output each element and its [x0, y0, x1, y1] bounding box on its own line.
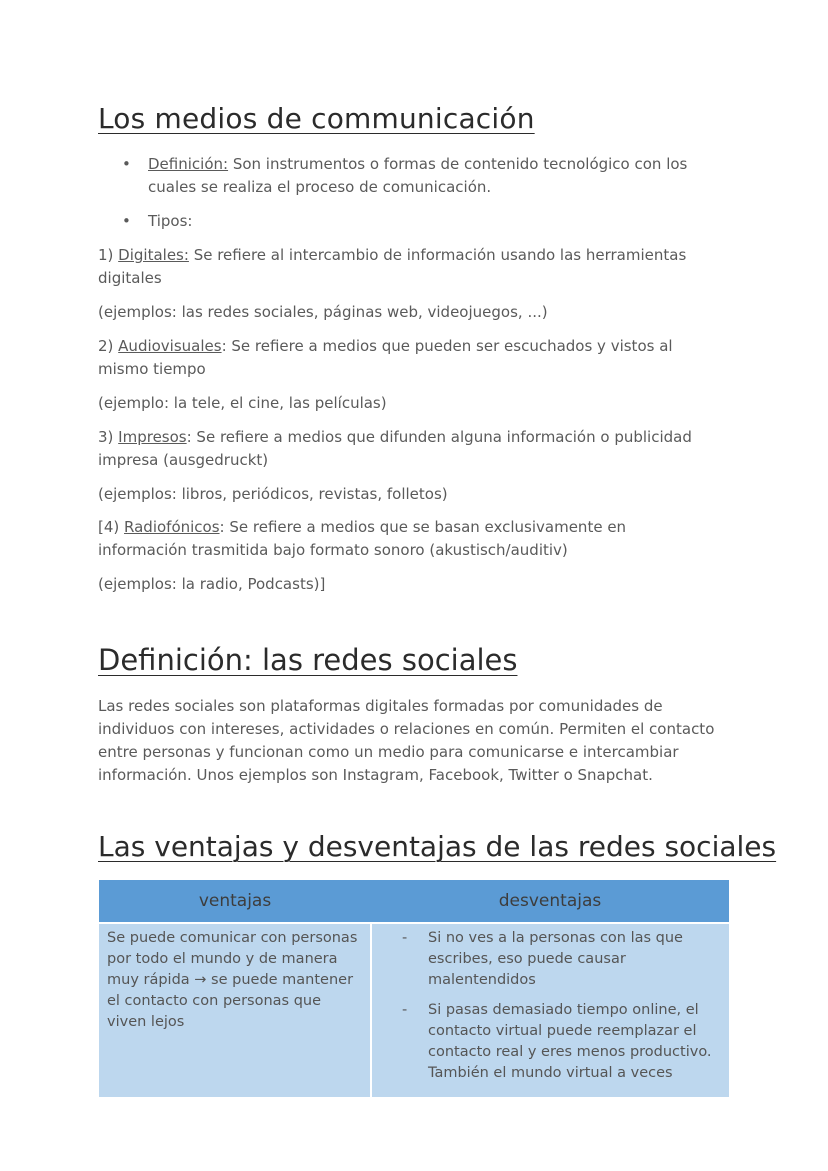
dash-icon: - — [402, 930, 408, 946]
definition-text: Son instrumentos o formas de contenido tecnológico con los cuales se realiza el proceso de comunicación. — [148, 155, 688, 196]
type-digitales — [98, 244, 718, 290]
list-item — [402, 928, 721, 991]
type-number: 2) — [98, 337, 119, 355]
type-text: : Se refiere a medios que se basan exclusivamente en información trasmitida bajo formato sonoro (akustisch/auditiv) — [98, 518, 627, 559]
definition-bullet — [122, 153, 708, 199]
type-text: Se refiere al intercambio de información usando las herramientas digitales — [98, 246, 687, 287]
tipos-label: Tipos: — [148, 212, 193, 230]
desventaja-text: Si pasas demasiado tiempo online, el contacto virtual puede reemplazar el contacto real y eres menos productivo. También el mundo virtual a veces — [428, 1002, 712, 1081]
type-text: : Se refiere a medios que difunden alguna información o publicidad impresa (ausgedruckt) — [98, 428, 692, 469]
type-number: 1) — [98, 246, 119, 264]
type-impresos — [98, 426, 718, 472]
header-ventajas: ventajas — [99, 880, 371, 923]
desventaja-text: Si no ves a la personas con las que escribes, eso puede causar malentendidos — [428, 930, 683, 988]
type-name: Radiofónicos — [124, 518, 220, 536]
section-title-medios: Los medios de communicación — [98, 102, 535, 135]
type-name: Impresos — [118, 428, 187, 446]
definition-label: Definición: — [148, 155, 229, 173]
ventajas-cell: Se puede comunicar con personas por todo el mundo y de manera muy rápida → se puede mantener el contacto con personas que viven lejos — [99, 923, 371, 1097]
type-radiofonicos — [98, 516, 718, 562]
bullet-icon: • — [122, 155, 131, 173]
tipos-bullet — [122, 210, 768, 233]
type-audiovisuales — [98, 335, 718, 381]
pros-cons-table — [99, 880, 729, 1097]
type-text: : Se refiere a medios que pueden ser escuchados y vistos al mismo tiempo — [98, 337, 673, 378]
type-number: [4) — [98, 518, 125, 536]
desventajas-cell — [371, 923, 729, 1097]
type-name: Audiovisuales — [118, 337, 222, 355]
type-example: (ejemplo: la tele, el cine, las películas) — [98, 394, 387, 412]
list-item — [402, 1000, 721, 1084]
section-title-redes: Definición: las redes sociales — [98, 643, 518, 677]
header-desventajas: desventajas — [371, 880, 729, 923]
bullet-icon: • — [122, 212, 131, 230]
type-number: 3) — [98, 428, 119, 446]
redes-definition-text: Las redes sociales son plataformas digitales formadas por comunidades de individuos con intereses, actividades o relaciones en común. Permiten el contacto entre personas y funcionan como un medio para comunicarse e intercambiar información. Unos ejemplos son Instagram, Facebook, Twitter o Snapchat. — [98, 697, 715, 784]
section-title-ventajas: Las ventajas y desventajas de las redes sociales — [98, 830, 777, 863]
type-example: (ejemplos: libros, periódicos, revistas, folletos) — [98, 485, 448, 503]
type-example: (ejemplos: las redes sociales, páginas web, videojuegos, ...) — [98, 303, 548, 321]
dash-icon: - — [402, 1002, 408, 1018]
type-example: (ejemplos: la radio, Podcasts)] — [98, 575, 326, 593]
type-name: Digitales: — [118, 246, 189, 264]
